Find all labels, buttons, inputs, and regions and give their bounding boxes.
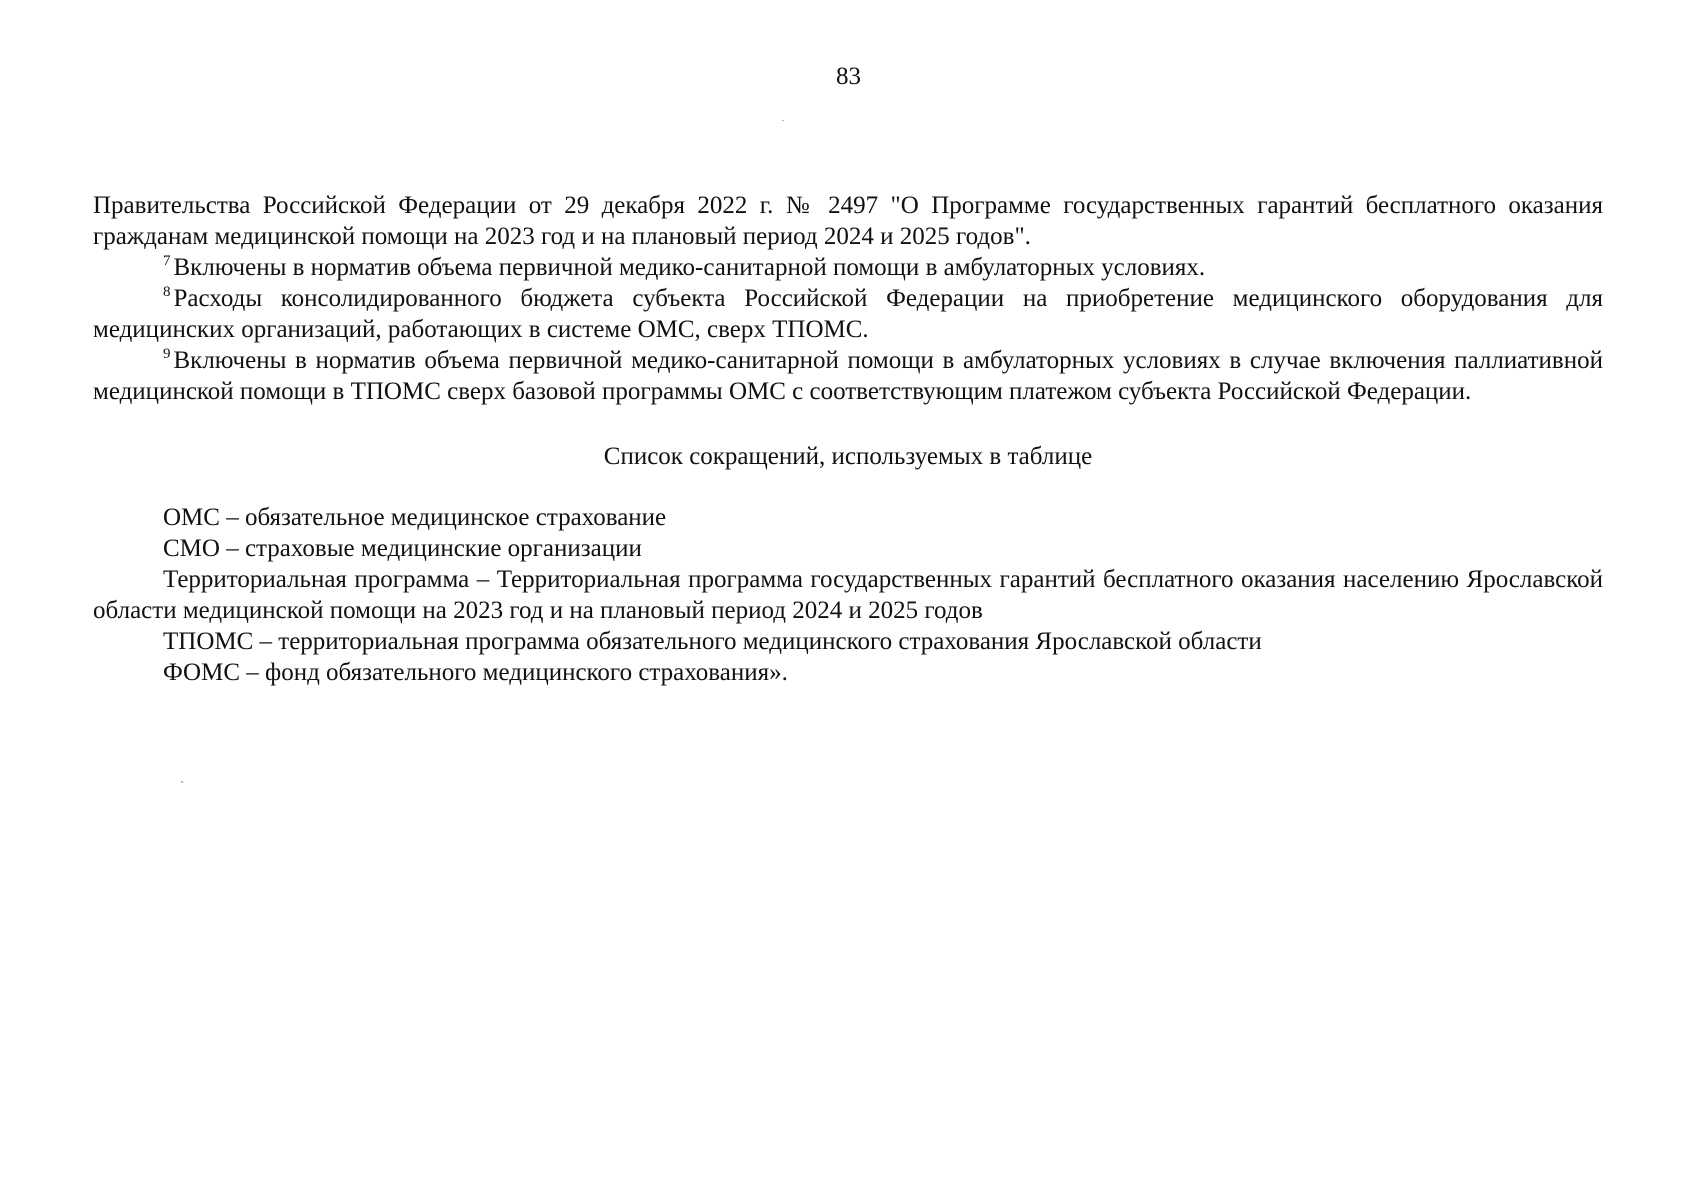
page-content (93, 190, 1603, 688)
abbreviation-item: ФОМС – фонд обязательного медицинского страхования». (163, 659, 788, 686)
scan-speck (782, 120, 784, 121)
footnote-7 (93, 252, 1603, 283)
abbreviations-title: Список сокращений, используемых в таблице (603, 443, 1093, 470)
footnote-text: Расходы консолидированного бюджета субъекта Российской Федерации на приобретение медицинского оборудования для медицинских организаций, работающих в системе ОМС, сверх ТПОМС. (93, 285, 1603, 343)
abbreviation-item: ОМС – обязательное медицинское страхование (163, 504, 667, 531)
scan-speck (181, 781, 183, 783)
page-number: 83 (836, 63, 861, 90)
footnote-mark: 8 (163, 284, 171, 300)
footnote-text: Включены в норматив объема первичной медико-санитарной помощи в амбулаторных условиях в случае включения паллиативной медицинской помощи в ТПОМС сверх базовой программы ОМС с соответствующим платежом субъекта Российской Федерации. (93, 347, 1603, 405)
footnote-mark: 9 (163, 346, 171, 362)
abbreviation-item: ТПОМС – территориальная программа обязательного медицинского страхования Ярославской области (163, 628, 1262, 655)
footnote-9 (93, 345, 1603, 407)
abbreviation-item: СМО – страховые медицинские организации (163, 535, 642, 562)
footnote-text: Включены в норматив объема первичной медико-санитарной помощи в амбулаторных условиях. (173, 254, 1206, 281)
abbreviation-item: Территориальная программа – Территориальная программа государственных гарантий бесплатного оказания населению Ярославской области медицинской помощи на 2023 год и на плановый период 2024 и 2025 годов (93, 566, 1603, 624)
footnote-8 (93, 283, 1603, 345)
footnote-mark: 7 (163, 253, 171, 269)
footnote-continuation: Правительства Российской Федерации от 29 декабря 2022 г. № 2497 "О Программе государственных гарантий бесплатного оказания гражданам медицинской помощи на 2023 год и на плановый период 2024 и 2025 годов". (93, 192, 1603, 250)
